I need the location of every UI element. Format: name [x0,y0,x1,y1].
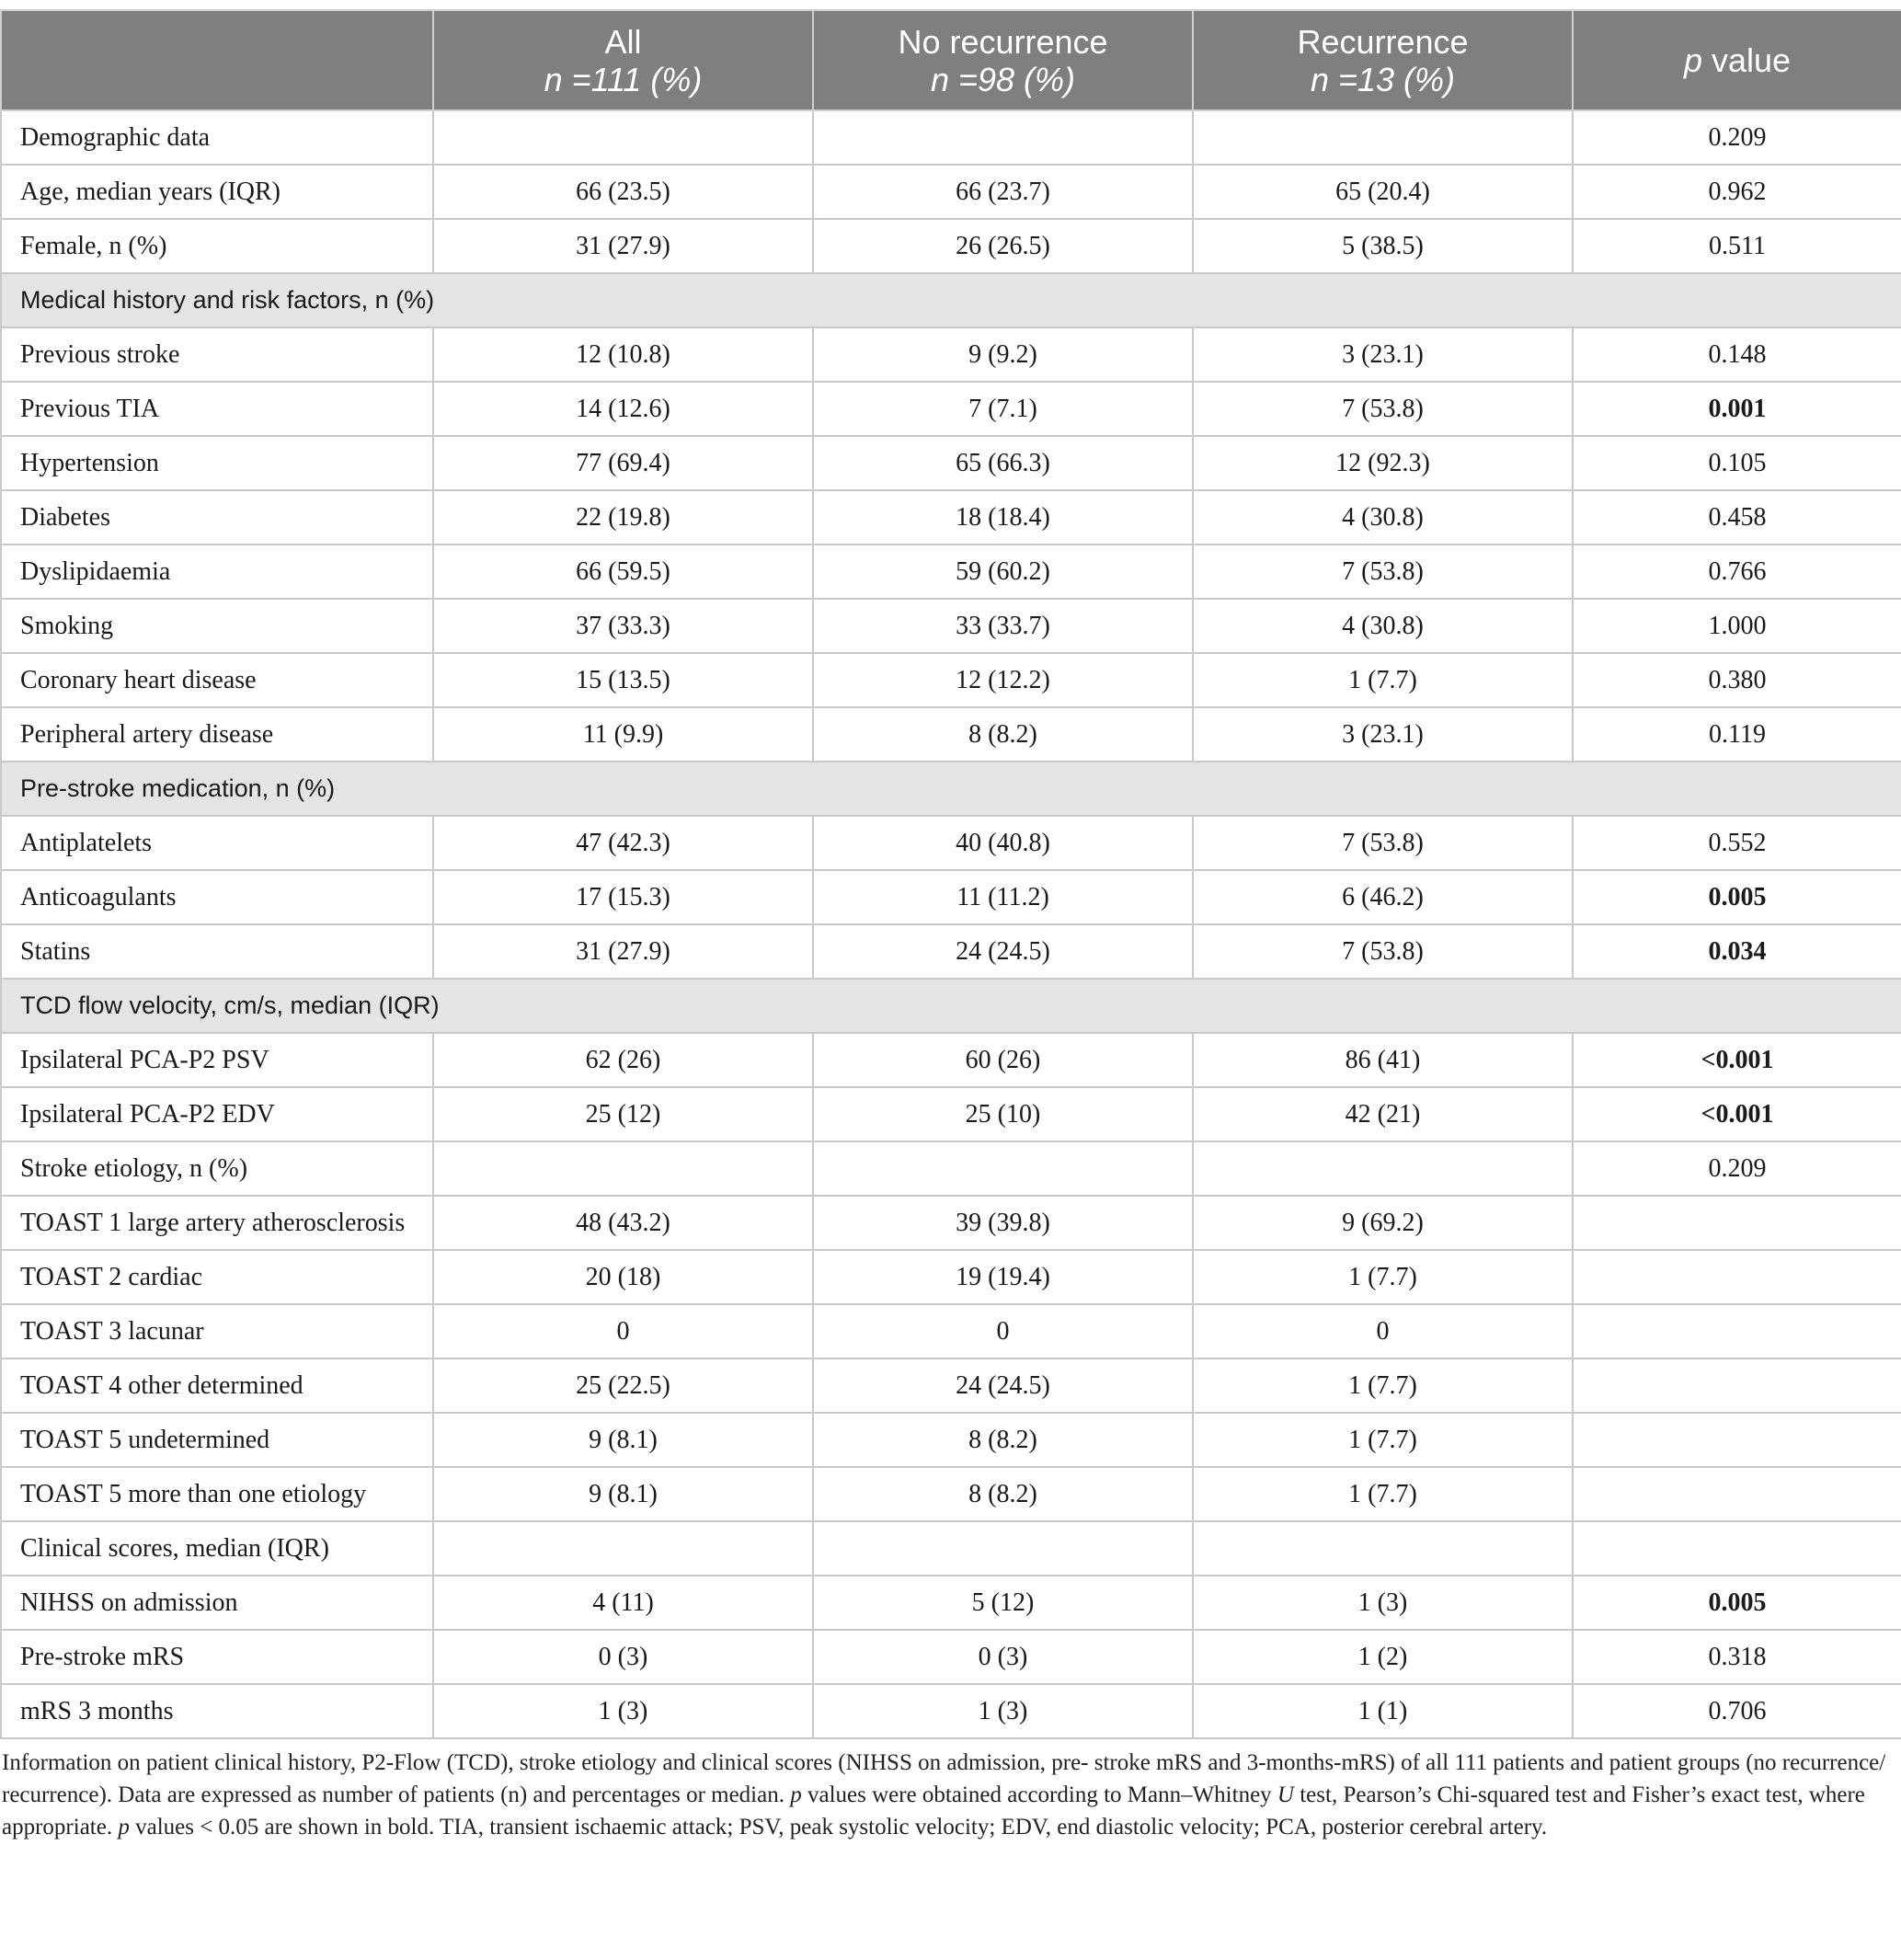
footnote-part1: Information on patient clinical history, P2-Flow (TCD), stroke etiology and clinical scores (NIHSS on admission, pre- stroke mRS and 3-months-mRS) of all 111 patients and patient groups (no recurrence/ recurrence). Data are expressed as number of patients (n) and percentages or median. [2,1750,1886,1807]
row-label: Smoking [1,599,433,653]
row-label: Previous stroke [1,327,433,382]
cell-p-value: 0.511 [1573,219,1901,273]
cell-recurrence: 1 (2) [1193,1630,1573,1684]
cell-all: 31 (27.9) [433,924,813,979]
header-all-label: All [604,22,642,61]
cell-p-value: 1.000 [1573,599,1901,653]
cell-p-value: 0.458 [1573,490,1901,544]
header-row [1,10,1901,110]
cell-p-value: 0.209 [1573,1141,1901,1196]
cell-recurrence: 3 (23.1) [1193,707,1573,762]
cell-no-recurrence: 24 (24.5) [813,1358,1193,1413]
footnote-u-symbol: U [1277,1782,1294,1807]
cell-no-recurrence: 24 (24.5) [813,924,1193,979]
footnote-p-symbol-2: p [118,1815,130,1840]
section-label: Pre-stroke medication, n (%) [1,762,1901,816]
footnote-part4: values < 0.05 are shown in bold. TIA, transient ischaemic attack; PSV, peak systolic velocity; EDV, end diastolic velocity; PCA, posterior cerebral artery. [129,1815,1548,1840]
row-label: Statins [1,924,433,979]
table-row [1,1358,1901,1413]
cell-all: 0 (3) [433,1630,813,1684]
table-row [1,653,1901,707]
cell-no-recurrence: 60 (26) [813,1033,1193,1087]
cell-recurrence: 1 (7.7) [1193,1250,1573,1304]
table-row [1,1141,1901,1196]
header-all-n: n =111 (%) [544,60,703,98]
cell-p-value: 0.005 [1573,870,1901,924]
table-row [1,219,1901,273]
section-header-row [1,979,1901,1033]
cell-no-recurrence: 19 (19.4) [813,1250,1193,1304]
header-recurrence [1193,10,1573,110]
cell-all: 77 (69.4) [433,436,813,490]
table-row [1,436,1901,490]
cell-no-recurrence: 0 [813,1304,1193,1358]
cell-all [433,110,813,165]
cell-all: 15 (13.5) [433,653,813,707]
cell-all: 66 (23.5) [433,165,813,219]
section-label: TCD flow velocity, cm/s, median (IQR) [1,979,1901,1033]
cell-recurrence: 6 (46.2) [1193,870,1573,924]
cell-p-value [1573,1467,1901,1521]
cell-no-recurrence: 40 (40.8) [813,816,1193,870]
cell-recurrence: 4 (30.8) [1193,599,1573,653]
row-label: TOAST 3 lacunar [1,1304,433,1358]
cell-p-value: 0.148 [1573,327,1901,382]
cell-p-value: 0.552 [1573,816,1901,870]
table-row [1,1250,1901,1304]
cell-p-value: 0.318 [1573,1630,1901,1684]
header-no-recurrence-n: n =98 (%) [930,60,1076,98]
row-label: Antiplatelets [1,816,433,870]
table-row [1,924,1901,979]
cell-all: 20 (18) [433,1250,813,1304]
row-label: TOAST 1 large artery atherosclerosis [1,1196,433,1250]
cell-all: 47 (42.3) [433,816,813,870]
header-recurrence-label: Recurrence [1297,22,1469,61]
cell-no-recurrence [813,1521,1193,1576]
cell-all: 4 (11) [433,1576,813,1630]
cell-recurrence: 0 [1193,1304,1573,1358]
section-label: Medical history and risk factors, n (%) [1,273,1901,327]
table-row [1,599,1901,653]
table-row [1,1033,1901,1087]
row-label: NIHSS on admission [1,1576,433,1630]
cell-recurrence: 1 (7.7) [1193,1358,1573,1413]
cell-recurrence: 86 (41) [1193,1033,1573,1087]
cell-all: 17 (15.3) [433,870,813,924]
header-p-value [1573,10,1901,110]
cell-no-recurrence: 9 (9.2) [813,327,1193,382]
cell-no-recurrence: 65 (66.3) [813,436,1193,490]
row-label: Demographic data [1,110,433,165]
table-row [1,1413,1901,1467]
table-row [1,1196,1901,1250]
cell-no-recurrence: 8 (8.2) [813,707,1193,762]
cell-recurrence: 1 (1) [1193,1684,1573,1738]
row-label: Dyslipidaemia [1,544,433,599]
cell-recurrence [1193,1521,1573,1576]
cell-recurrence: 42 (21) [1193,1087,1573,1141]
cell-recurrence: 3 (23.1) [1193,327,1573,382]
row-label: TOAST 5 more than one etiology [1,1467,433,1521]
header-no-recurrence [813,10,1193,110]
cell-recurrence: 1 (3) [1193,1576,1573,1630]
table-footnote [0,1739,1901,1843]
cell-no-recurrence [813,110,1193,165]
cell-p-value [1573,1413,1901,1467]
cell-p-value [1573,1250,1901,1304]
row-label: mRS 3 months [1,1684,433,1738]
table-row [1,490,1901,544]
cell-p-value: 0.380 [1573,653,1901,707]
cell-all: 9 (8.1) [433,1413,813,1467]
row-label: Ipsilateral PCA-P2 EDV [1,1087,433,1141]
header-p-suffix: value [1701,41,1792,79]
section-header-row [1,273,1901,327]
row-label: Previous TIA [1,382,433,436]
footnote-part3: test, Pearson’s Chi-squared test and Fisher’s exact test, where appropriate. [2,1782,1865,1840]
cell-recurrence: 1 (7.7) [1193,1467,1573,1521]
table-row [1,1576,1901,1630]
cell-all: 1 (3) [433,1684,813,1738]
cell-no-recurrence: 1 (3) [813,1684,1193,1738]
cell-p-value: 0.105 [1573,436,1901,490]
cell-all [433,1141,813,1196]
cell-no-recurrence: 33 (33.7) [813,599,1193,653]
cell-no-recurrence: 25 (10) [813,1087,1193,1141]
footnote-part2: values were obtained according to Mann–Whitney [801,1782,1277,1807]
cell-recurrence: 1 (7.7) [1193,1413,1573,1467]
table-row [1,707,1901,762]
table-row [1,1630,1901,1684]
cell-no-recurrence: 18 (18.4) [813,490,1193,544]
cell-no-recurrence: 8 (8.2) [813,1467,1193,1521]
cell-no-recurrence: 39 (39.8) [813,1196,1193,1250]
row-label: Anticoagulants [1,870,433,924]
cell-p-value [1573,1304,1901,1358]
cell-all: 37 (33.3) [433,599,813,653]
cell-recurrence: 5 (38.5) [1193,219,1573,273]
cell-p-value [1573,1358,1901,1413]
cell-p-value: 0.005 [1573,1576,1901,1630]
row-label: Ipsilateral PCA-P2 PSV [1,1033,433,1087]
header-no-recurrence-label: No recurrence [898,22,1108,61]
row-label: Pre-stroke mRS [1,1630,433,1684]
cell-all: 12 (10.8) [433,327,813,382]
table-row [1,327,1901,382]
cell-recurrence: 7 (53.8) [1193,816,1573,870]
cell-p-value: 0.119 [1573,707,1901,762]
table-row [1,1521,1901,1576]
cell-no-recurrence: 66 (23.7) [813,165,1193,219]
cell-p-value: 0.766 [1573,544,1901,599]
header-empty-cell [1,10,433,110]
table-row [1,816,1901,870]
cell-no-recurrence: 26 (26.5) [813,219,1193,273]
cell-no-recurrence: 5 (12) [813,1576,1193,1630]
cell-all: 62 (26) [433,1033,813,1087]
footnote-p-symbol-1: p [790,1782,802,1807]
table-row [1,1467,1901,1521]
table-row [1,1684,1901,1738]
cell-p-value [1573,1521,1901,1576]
cell-p-value: 0.001 [1573,382,1901,436]
table-row [1,544,1901,599]
cell-p-value [1573,1196,1901,1250]
cell-all: 11 (9.9) [433,707,813,762]
cell-all: 22 (19.8) [433,490,813,544]
cell-all: 66 (59.5) [433,544,813,599]
cell-all [433,1521,813,1576]
cell-p-value: 0.706 [1573,1684,1901,1738]
row-label: Age, median years (IQR) [1,165,433,219]
cell-all: 31 (27.9) [433,219,813,273]
cell-recurrence: 7 (53.8) [1193,924,1573,979]
header-p-symbol: p [1683,41,1702,79]
cell-recurrence: 12 (92.3) [1193,436,1573,490]
table-row [1,1304,1901,1358]
row-label: Coronary heart disease [1,653,433,707]
cell-p-value: 0.209 [1573,110,1901,165]
cell-no-recurrence: 12 (12.2) [813,653,1193,707]
cell-all: 0 [433,1304,813,1358]
header-recurrence-n: n =13 (%) [1310,60,1456,98]
cell-p-value: <0.001 [1573,1087,1901,1141]
header-all [433,10,813,110]
cell-recurrence [1193,1141,1573,1196]
row-label: Female, n (%) [1,219,433,273]
table-container [0,9,1901,1843]
cell-recurrence [1193,110,1573,165]
row-label: TOAST 4 other determined [1,1358,433,1413]
cell-recurrence: 9 (69.2) [1193,1196,1573,1250]
cell-p-value: <0.001 [1573,1033,1901,1087]
cell-recurrence: 4 (30.8) [1193,490,1573,544]
patient-characteristics-table [0,9,1901,1739]
row-label: Stroke etiology, n (%) [1,1141,433,1196]
cell-all: 48 (43.2) [433,1196,813,1250]
section-header-row [1,762,1901,816]
row-label: Clinical scores, median (IQR) [1,1521,433,1576]
cell-no-recurrence: 0 (3) [813,1630,1193,1684]
cell-recurrence: 7 (53.8) [1193,382,1573,436]
cell-no-recurrence: 7 (7.1) [813,382,1193,436]
cell-all: 25 (12) [433,1087,813,1141]
cell-p-value: 0.034 [1573,924,1901,979]
table-row [1,165,1901,219]
table-row [1,382,1901,436]
table-row [1,1087,1901,1141]
cell-no-recurrence: 8 (8.2) [813,1413,1193,1467]
table-row [1,110,1901,165]
cell-all: 25 (22.5) [433,1358,813,1413]
table-body [1,110,1901,1738]
table-row [1,870,1901,924]
cell-all: 9 (8.1) [433,1467,813,1521]
row-label: TOAST 5 undetermined [1,1413,433,1467]
cell-no-recurrence: 59 (60.2) [813,544,1193,599]
cell-no-recurrence: 11 (11.2) [813,870,1193,924]
row-label: Diabetes [1,490,433,544]
row-label: TOAST 2 cardiac [1,1250,433,1304]
cell-recurrence: 1 (7.7) [1193,653,1573,707]
cell-p-value: 0.962 [1573,165,1901,219]
cell-recurrence: 7 (53.8) [1193,544,1573,599]
row-label: Peripheral artery disease [1,707,433,762]
cell-no-recurrence [813,1141,1193,1196]
cell-recurrence: 65 (20.4) [1193,165,1573,219]
row-label: Hypertension [1,436,433,490]
cell-all: 14 (12.6) [433,382,813,436]
